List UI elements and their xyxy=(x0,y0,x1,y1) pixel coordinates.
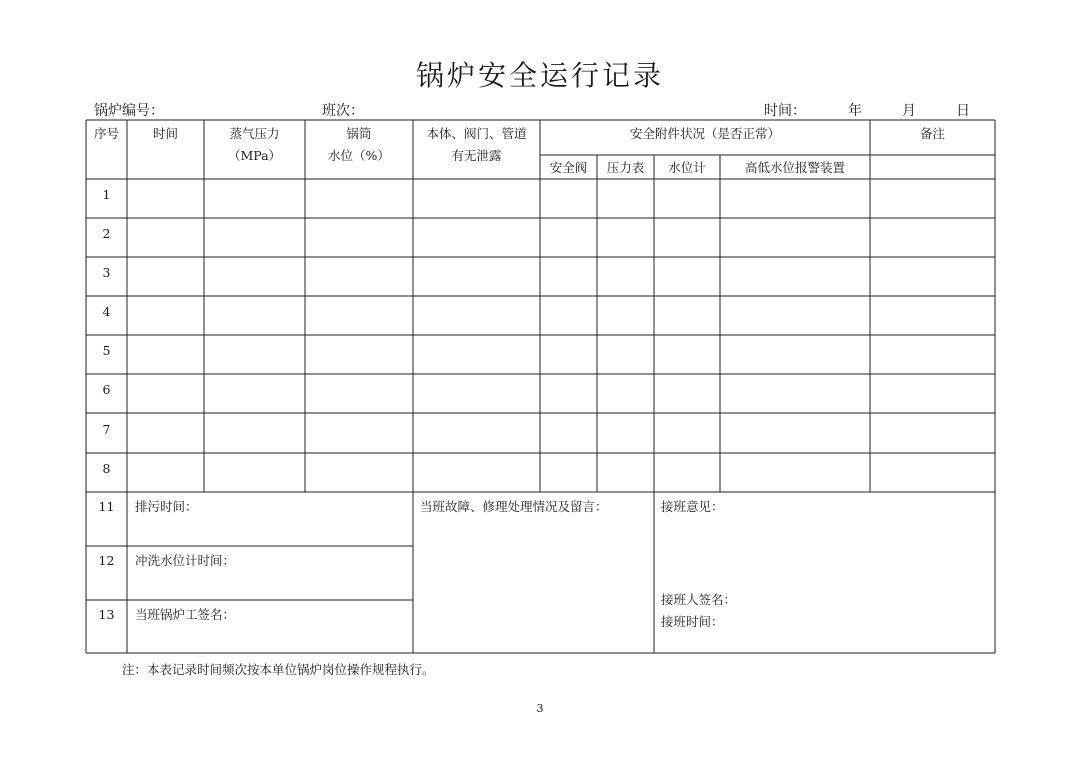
row-number: 2 xyxy=(102,226,111,241)
header-time: 时间 xyxy=(152,126,178,141)
header-water-level: 水位（%） xyxy=(328,148,390,163)
row-number-12: 12 xyxy=(98,553,115,568)
header-leak-1: 本体、阀门、管道 xyxy=(426,126,527,141)
row-number: 8 xyxy=(102,461,111,476)
row-number: 3 xyxy=(102,265,111,280)
header-pressure: 蒸气压力 xyxy=(229,126,280,141)
boiler-number-label: 锅炉编号： xyxy=(94,103,164,119)
header-drum: 锅筒 xyxy=(346,126,372,141)
operator-signature-label: 当班锅炉工签名： xyxy=(135,607,236,622)
header-remarks: 备注 xyxy=(919,126,945,141)
fault-notes-label: 当班故障、修理处理情况及留言： xyxy=(420,499,608,514)
handover-time-label: 接班时间： xyxy=(661,614,724,629)
time-label: 时间： xyxy=(764,103,806,119)
footnote: 注：本表记录时间频次按本单位锅炉岗位操作规程执行。 xyxy=(122,662,435,677)
month-label: 月 xyxy=(902,103,916,119)
row-number: 1 xyxy=(102,187,111,202)
handover-opinion-label: 接班意见： xyxy=(661,499,724,514)
row-number: 5 xyxy=(102,343,111,358)
header-alarm: 高低水位报警装置 xyxy=(744,160,845,175)
row-number: 7 xyxy=(102,422,111,437)
row-number: 6 xyxy=(102,382,111,397)
header-pressure-unit: （MPa） xyxy=(227,148,282,163)
header-water-gauge: 水位计 xyxy=(668,160,706,175)
header-pressure-gauge: 压力表 xyxy=(606,160,645,175)
day-label: 日 xyxy=(956,103,970,119)
header-safety-valve: 安全阀 xyxy=(549,160,588,175)
row-number: 4 xyxy=(102,304,111,319)
year-label: 年 xyxy=(848,103,862,119)
page-number: 3 xyxy=(536,702,544,715)
header-seq: 序号 xyxy=(93,126,119,141)
discharge-time-label: 排污时间： xyxy=(135,499,198,514)
shift-label: 班次： xyxy=(322,103,364,119)
row-number-11: 11 xyxy=(98,499,115,514)
row-number-13: 13 xyxy=(98,607,115,622)
flush-gauge-time-label: 冲洗水位计时间： xyxy=(135,553,236,568)
header-safety-group: 安全附件状况（是否正常） xyxy=(629,126,780,141)
handover-signature-label: 接班人签名： xyxy=(661,592,737,607)
header-leak-2: 有无泄露 xyxy=(451,148,502,163)
form-title: 锅炉安全运行记录 xyxy=(415,59,664,92)
